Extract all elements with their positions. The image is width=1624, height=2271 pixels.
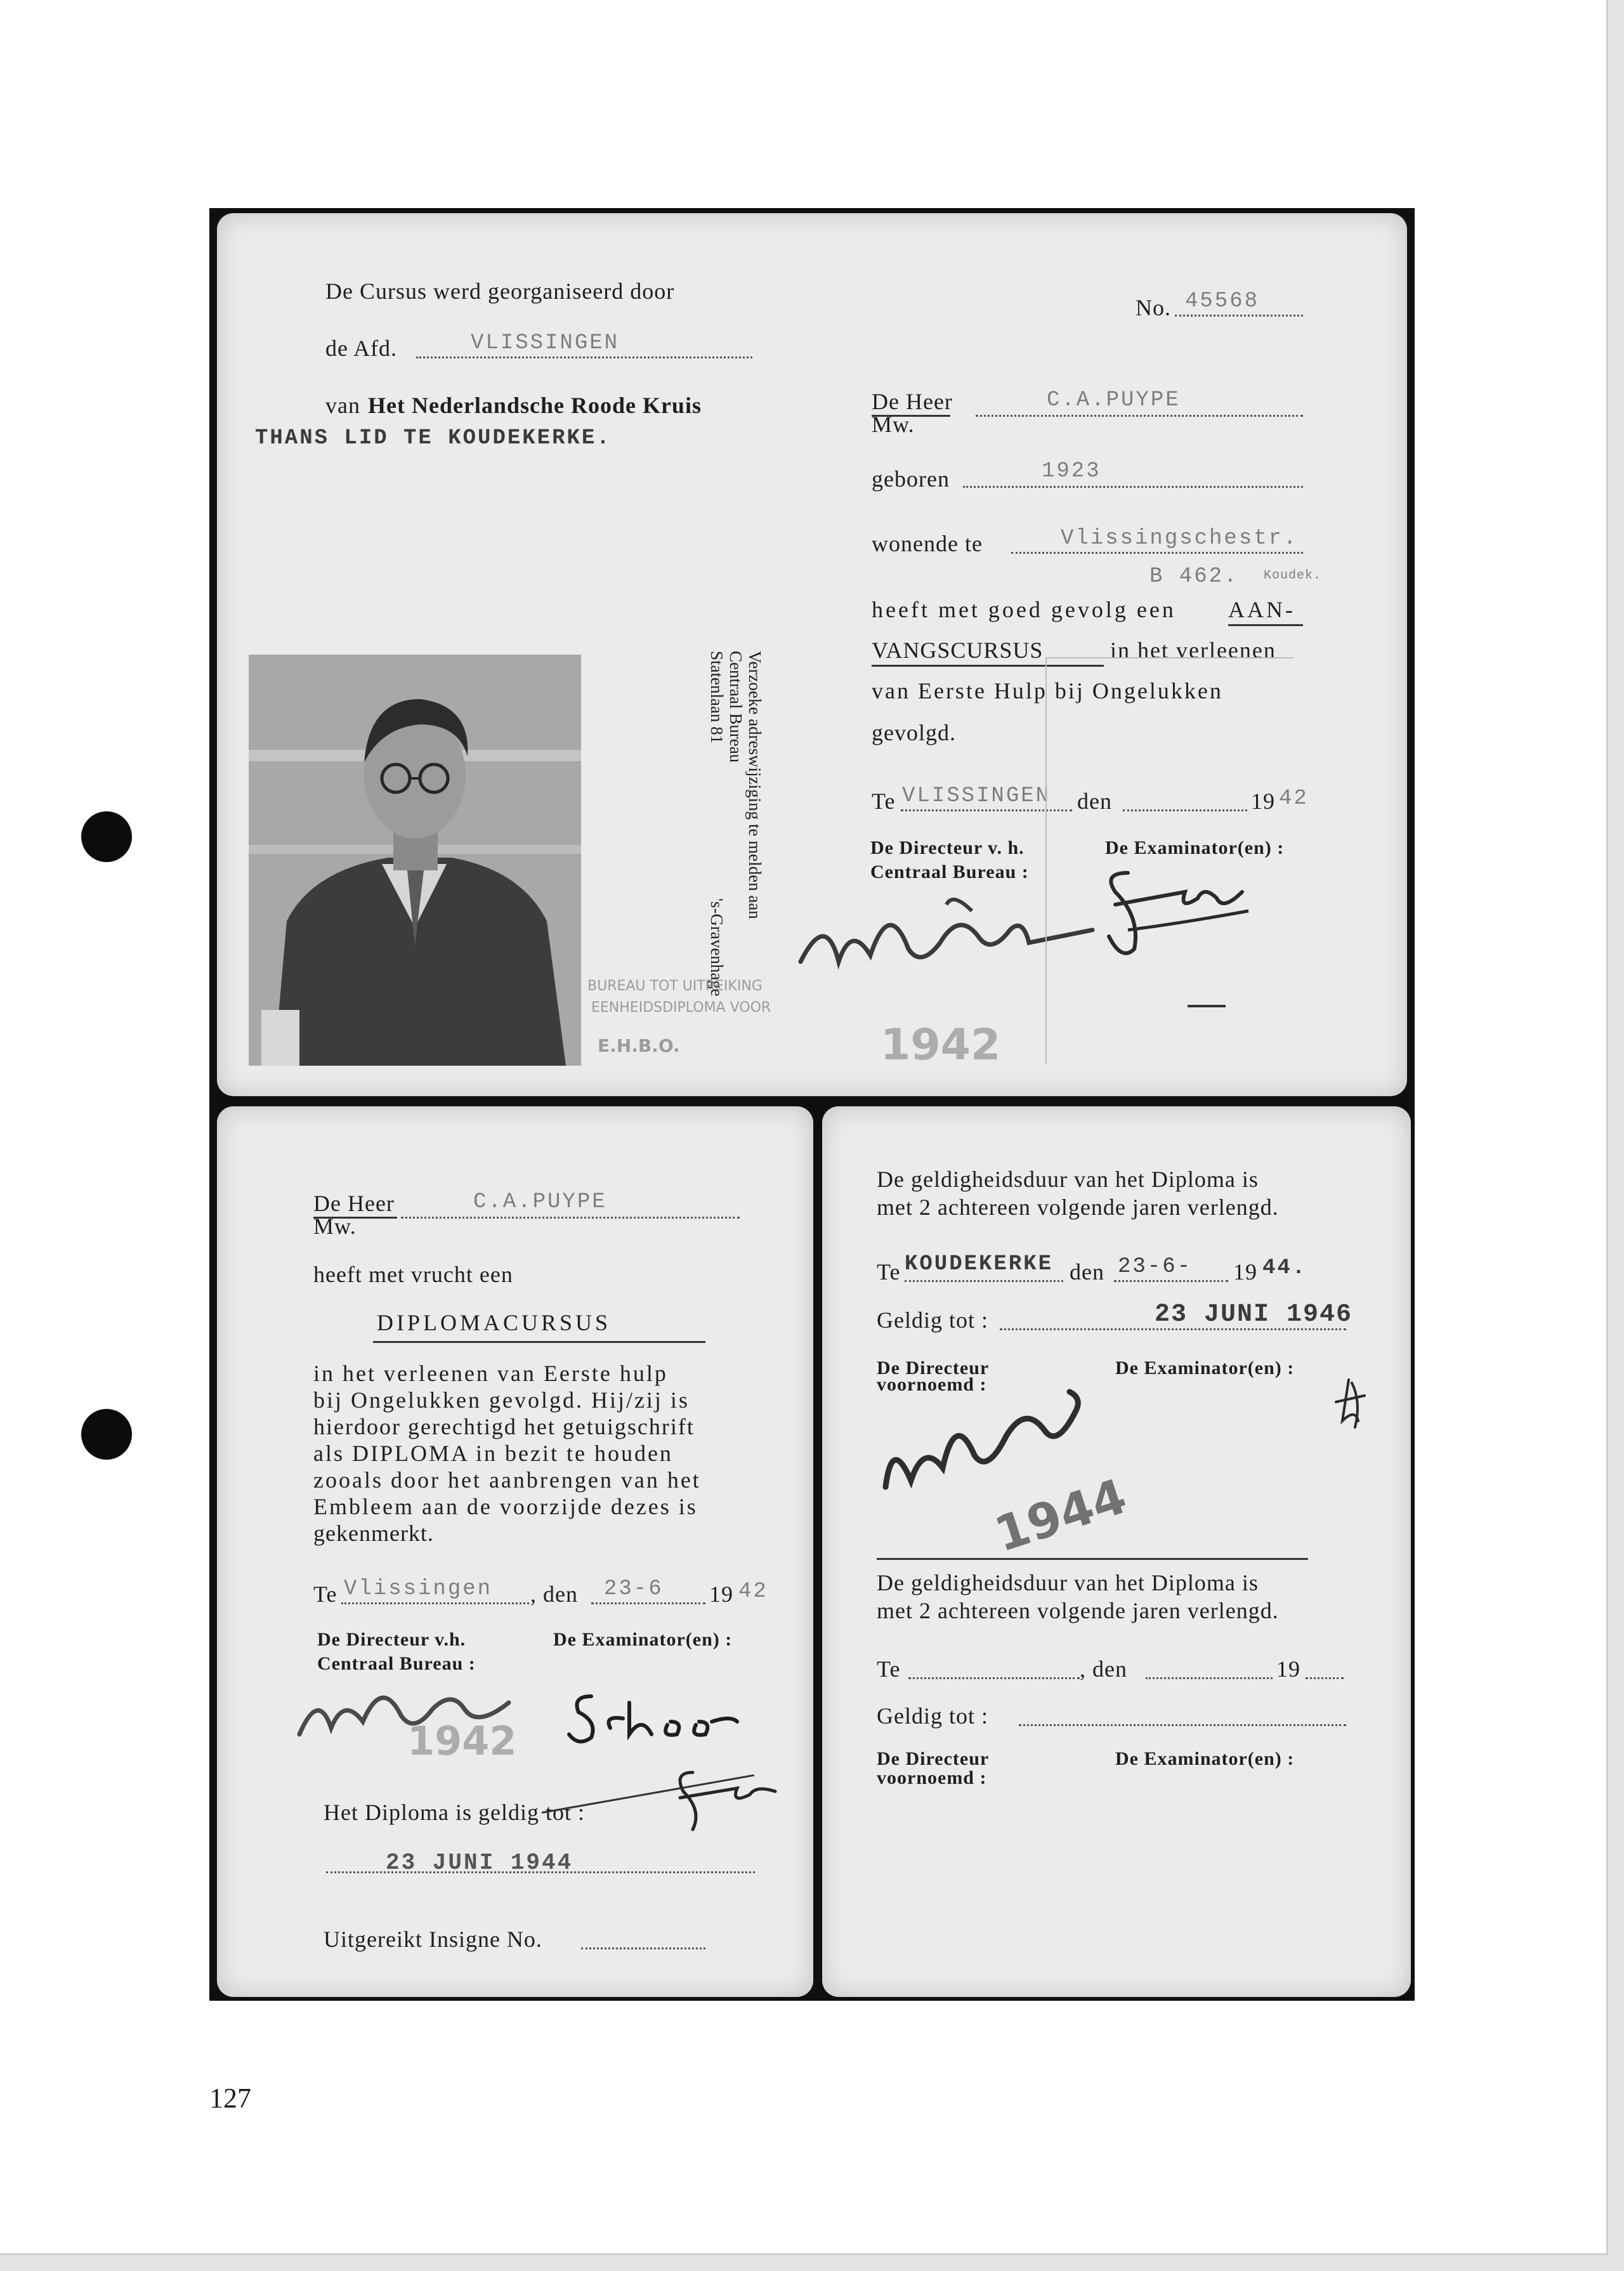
mw-label: Mw. <box>313 1214 357 1239</box>
cert-text-3: van Eerste Hulp bij Ongelukken <box>872 678 1223 704</box>
year2-dotted-line <box>1306 1677 1344 1679</box>
page-number: 127 <box>209 2083 251 2114</box>
org-prefix: van <box>325 393 360 418</box>
address-notice-city: 's-Gravenhage <box>707 898 726 997</box>
stamp-year-1942: 1942 <box>407 1718 517 1764</box>
cert-text-2a: VANGSCURSUS <box>872 638 1044 663</box>
den2-dotted-line <box>1146 1677 1273 1679</box>
den-value: 23-6 <box>604 1577 664 1601</box>
diploma-para-5: zooals door het aanbrengen van het <box>313 1467 701 1493</box>
te-dotted-line <box>905 1280 1063 1282</box>
extension-1-line2: met 2 achtereen volgende jaren verlengd. <box>877 1194 1279 1220</box>
directeur-label-2: Centraal Bureau : <box>317 1653 476 1674</box>
geldig-label: Geldig tot : <box>877 1307 988 1333</box>
cert-text-1b: AAN- <box>1228 597 1295 622</box>
bureau-stamp-line2: EENHEIDSDIPLOMA VOOR <box>591 1000 771 1016</box>
den-dotted-line <box>591 1602 705 1604</box>
examinator2-label: De Examinator(en) : <box>1115 1748 1295 1769</box>
name-dotted-line <box>401 1217 740 1219</box>
number-label: No. <box>1136 295 1171 320</box>
den-label: , den <box>530 1581 578 1607</box>
diploma-para-6: Embleem aan de voorzijde dezes is <box>313 1494 698 1519</box>
extension-1-line1: De geldigheidsduur van het Diploma is <box>877 1167 1259 1192</box>
name-value: C.A.PUYPE <box>1047 388 1181 412</box>
diploma-para-3: hierdoor gerechtigd het getuigschrift <box>313 1414 695 1439</box>
directeur-label-2: Centraal Bureau : <box>870 861 1029 882</box>
directeur-label-1: De Directeur <box>877 1358 990 1378</box>
diploma-para-4: als DIPLOMA in bezit te houden <box>313 1441 673 1466</box>
portrait-photo <box>249 655 581 1066</box>
cert-text-2b: in het verleenen <box>1110 638 1276 663</box>
typed-note: THANS LID TE KOUDEKERKE. <box>255 426 612 450</box>
diploma-para-2: bij Ongelukken gevolgd. Hij/zij is <box>313 1387 690 1413</box>
te-value: VLISSINGEN <box>902 784 1051 808</box>
insigne-label: Uitgereikt Insigne No. <box>324 1927 542 1952</box>
year-suffix: 42 <box>738 1580 768 1604</box>
organised-by-text: De Cursus werd georganiseerd door <box>325 278 675 304</box>
name-dotted-line <box>976 415 1303 417</box>
directeur-label-2: voornoemd : <box>877 1374 987 1395</box>
wonende-value-2: B 462. <box>1149 565 1239 589</box>
examinator-label: De Examinator(en) : <box>1115 1358 1295 1378</box>
binder-hole-bottom <box>81 1409 132 1460</box>
address-notice-line3: Statenlaan 81 <box>707 651 726 744</box>
examinator-initials <box>1330 1377 1368 1434</box>
year-prefix: 19 <box>1233 1259 1257 1285</box>
geldig-value: 23 JUNI 1944 <box>386 1850 573 1876</box>
address-notice-line1: Verzoeke adreswijziging te melden aan <box>745 651 764 919</box>
section-divider <box>877 1558 1308 1560</box>
binder-hole-top <box>81 811 132 862</box>
directeur-label-1: De Directeur v.h. <box>317 1629 466 1650</box>
te-value: KOUDEKERKE <box>905 1252 1054 1276</box>
card-diploma <box>217 1106 813 1997</box>
stamp-year-1942: 1942 <box>881 1020 1001 1070</box>
aan-underline <box>1228 624 1303 626</box>
te-label: Te <box>313 1581 337 1607</box>
stamp-box <box>1045 657 1294 1064</box>
heer-label: De Heer <box>313 1191 395 1216</box>
diploma-para-1: in het verleenen van Eerste hulp <box>313 1361 668 1386</box>
geboren-label: geboren <box>872 466 950 492</box>
heer-label: De Heer <box>872 389 953 414</box>
wonende-value: Vlissingschestr. <box>1061 527 1299 551</box>
insigne-dotted-line <box>581 1947 705 1949</box>
stamp-year-1944: 1944 <box>988 1467 1134 1563</box>
geldig2-label: Geldig tot : <box>877 1703 988 1729</box>
signature-directeur <box>293 1665 521 1753</box>
cert-text-4: gevolgd. <box>872 720 956 745</box>
den-label: den <box>1070 1259 1104 1285</box>
extension-2-line2: met 2 achtereen volgende jaren verlengd. <box>877 1598 1279 1623</box>
den-dotted-line <box>1114 1280 1228 1282</box>
te2-dotted-line <box>908 1677 1080 1679</box>
examinator-label: De Examinator(en) : <box>1105 837 1285 858</box>
geldig-value: 23 JUNI 1946 <box>1155 1300 1353 1329</box>
diploma-para-7: gekenmerkt. <box>313 1521 434 1546</box>
diploma-course-title: DIPLOMACURSUS <box>377 1310 612 1335</box>
te-label: Te <box>877 1259 901 1285</box>
directeur-label-1: De Directeur v. h. <box>870 837 1025 858</box>
card-course-certificate <box>217 213 1407 1096</box>
name-value: C.A.PUYPE <box>473 1190 607 1214</box>
card-extension <box>822 1106 1411 1997</box>
te-label: Te <box>872 789 896 814</box>
year-prefix: 19 <box>1251 789 1275 814</box>
bureau-stamp-line3: E.H.B.O. <box>598 1035 680 1056</box>
year-prefix: 19 <box>709 1581 733 1607</box>
extension-2-line1: De geldigheidsduur van het Diploma is <box>877 1570 1259 1595</box>
org-name: Het Nederlandsche Roode Kruis <box>368 393 702 418</box>
cert-text-1a: heeft met goed gevolg een <box>872 597 1176 622</box>
directeur2-label-1: De Directeur <box>877 1748 990 1769</box>
diploma-intro: heeft met vrucht een <box>313 1262 513 1287</box>
afd-value: VLISSINGEN <box>471 331 620 355</box>
course-title-underline <box>373 1341 705 1343</box>
wonende-label: wonende te <box>872 531 983 556</box>
wonende-dotted-line <box>1011 552 1303 554</box>
geldig-label: Het Diploma is geldig tot : <box>324 1800 585 1825</box>
year-suffix: 42 <box>1279 787 1309 811</box>
den-label: den <box>1077 789 1112 814</box>
signature-examinator-jens <box>667 1766 782 1836</box>
bureau-stamp-line1: BUREAU TOT UITREIKING <box>587 978 763 994</box>
year-suffix: 44. <box>1262 1256 1307 1280</box>
te2-label: Te <box>877 1656 901 1682</box>
number-value: 45568 <box>1185 289 1260 313</box>
examinator-label: De Examinator(en) : <box>553 1629 733 1650</box>
number-dotted-line <box>1175 315 1303 317</box>
afd-label: de Afd. <box>325 336 397 361</box>
afd-dotted-line <box>416 357 752 358</box>
te-dotted-line <box>341 1602 529 1604</box>
document-scan <box>209 208 1415 2001</box>
geboren-value: 1923 <box>1042 459 1101 483</box>
year2-prefix: 19 <box>1276 1656 1300 1682</box>
directeur2-label-2: voornoemd : <box>877 1767 987 1788</box>
geboren-dotted-line <box>963 486 1303 488</box>
signature-examinator-schoo <box>566 1677 743 1753</box>
den-value: 23-6- <box>1118 1255 1193 1279</box>
signature-directeur <box>879 1373 1095 1500</box>
den2-label: , den <box>1080 1656 1127 1682</box>
address-notice-line2: Centraal Bureau <box>726 651 745 763</box>
mw-label: Mw. <box>872 412 915 437</box>
wonende-value-3: Koudek. <box>1264 568 1322 583</box>
geldig2-dotted-line <box>1019 1724 1346 1726</box>
te-value: Vlissingen <box>344 1577 493 1601</box>
